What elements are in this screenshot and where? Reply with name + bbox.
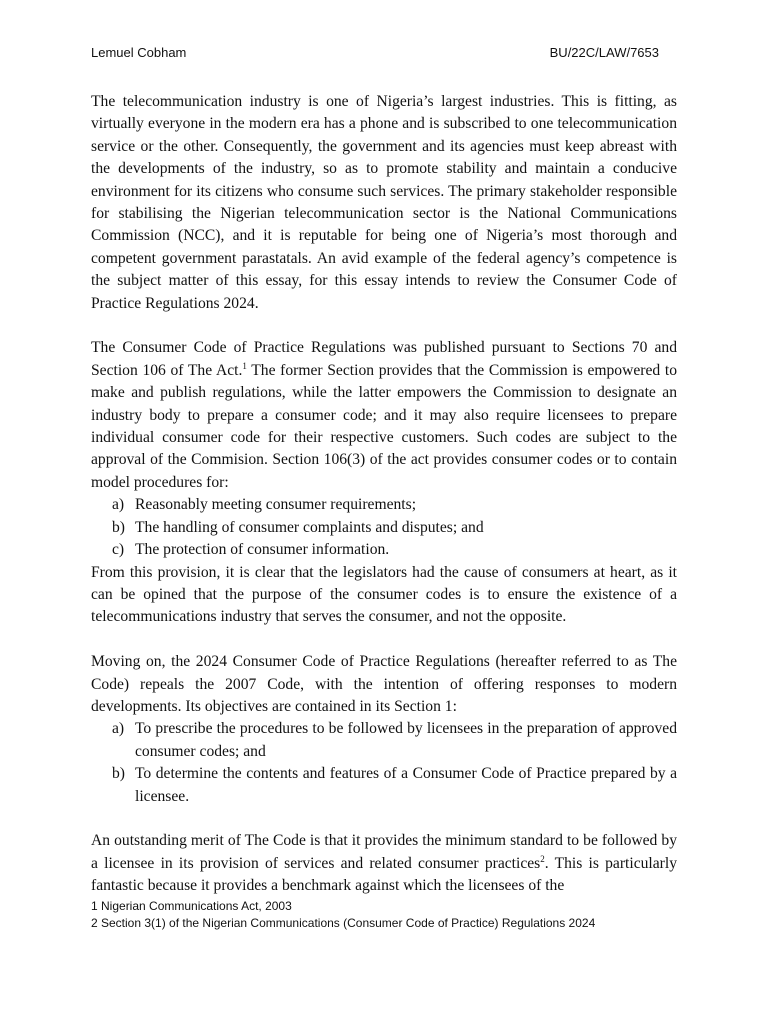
list-marker: b)	[112, 518, 125, 536]
list-marker: a)	[112, 496, 125, 514]
footnotes	[91, 898, 691, 932]
list-item	[91, 763, 677, 808]
list-item	[91, 718, 677, 763]
footnote-ref[interactable]: 2	[540, 853, 545, 864]
list-item-text: To prescribe the procedures to be followed by licensees in the preparation of approved consumer codes; and	[135, 720, 677, 760]
list-item-text: The handling of consumer complaints and disputes; and	[135, 518, 484, 536]
paragraph-text: The former Section provides that the Commission is empowered to make and publish regulations, while the latter empowers the Commission to designate an industry body to prepare a consumer code; and it may also require licensees to prepare individual consumer code for their respective customers. Such codes are subject to the approval of the Commision. Section 106(3) of the act provides consumer codes or to contain model procedures for:	[91, 361, 677, 491]
list-item	[91, 539, 677, 561]
list-item	[91, 494, 677, 516]
footnote-1: 1 Nigerian Communications Act, 2003	[91, 899, 292, 913]
model-procedures-list	[91, 494, 677, 561]
paragraph-legal-basis	[91, 337, 677, 494]
page-header	[91, 45, 659, 65]
paragraph-legislative-intent: From this provision, it is clear that the legislators had the cause of consumers at heart, as it can be opined that the purpose of the consumer codes is to ensure the existence of a telecommunications industry that serves the consumer, and not the opposite.	[91, 563, 677, 626]
matric-number: BU/22C/LAW/7653	[549, 45, 659, 60]
footnote-2: 2 Section 3(1) of the Nigerian Communications (Consumer Code of Practice) Regulations 2024	[91, 916, 596, 930]
list-marker: a)	[112, 720, 125, 738]
list-marker: b)	[112, 765, 125, 783]
paragraph-merit	[91, 830, 677, 897]
objectives-list	[91, 718, 677, 808]
list-item	[91, 517, 677, 539]
paragraph-objectives: Moving on, the 2024 Consumer Code of Practice Regulations (hereafter referred to as The Code) repeals the 2007 Code, with the intention of offering responses to modern developments. Its objectives are contained in its Section 1:	[91, 653, 677, 715]
paragraph-text: The Consumer Code of Practice Regulations was published pursuant to Sections 70 and Section 106 of The Act.	[91, 339, 677, 379]
paragraph-text: . This is particularly fantastic because it provides a benchmark against which the licensees of the	[91, 854, 677, 895]
author-name: Lemuel Cobham	[91, 45, 187, 60]
list-item-text: The protection of consumer information.	[135, 541, 390, 559]
document-body	[91, 91, 677, 898]
list-marker: c)	[112, 541, 125, 559]
paragraph-text: An outstanding merit of The Code is that it provides the minimum standard to be followed by a licensee in its provision of services and related consumer practices	[91, 832, 677, 872]
footnote-ref[interactable]: 1	[242, 360, 247, 371]
paragraph-intro: The telecommunication industry is one of Nigeria’s largest industries. This is fitting, as virtually everyone in the modern era has a phone and is subscribed to one telecommunication service or the other. Consequently, the government and its agencies must keep abreast with the developments of the industry, so as to promote stability and maintain a conducive environment for its citizens who consume such services. The primary stakeholder responsible for stabilising the Nigerian telecommunication sector is the National Communications Commission (NCC), and it is reputable for being one of Nigeria’s most thorough and competent government parastatals. An avid example of the federal agency’s competence is the subject matter of this essay, for this essay intends to review the Consumer Code of Practice Regulations 2024.	[91, 93, 677, 312]
list-item-text: Reasonably meeting consumer requirements;	[135, 496, 417, 514]
list-item-text: To determine the contents and features of a Consumer Code of Practice prepared by a licensee.	[135, 765, 677, 805]
